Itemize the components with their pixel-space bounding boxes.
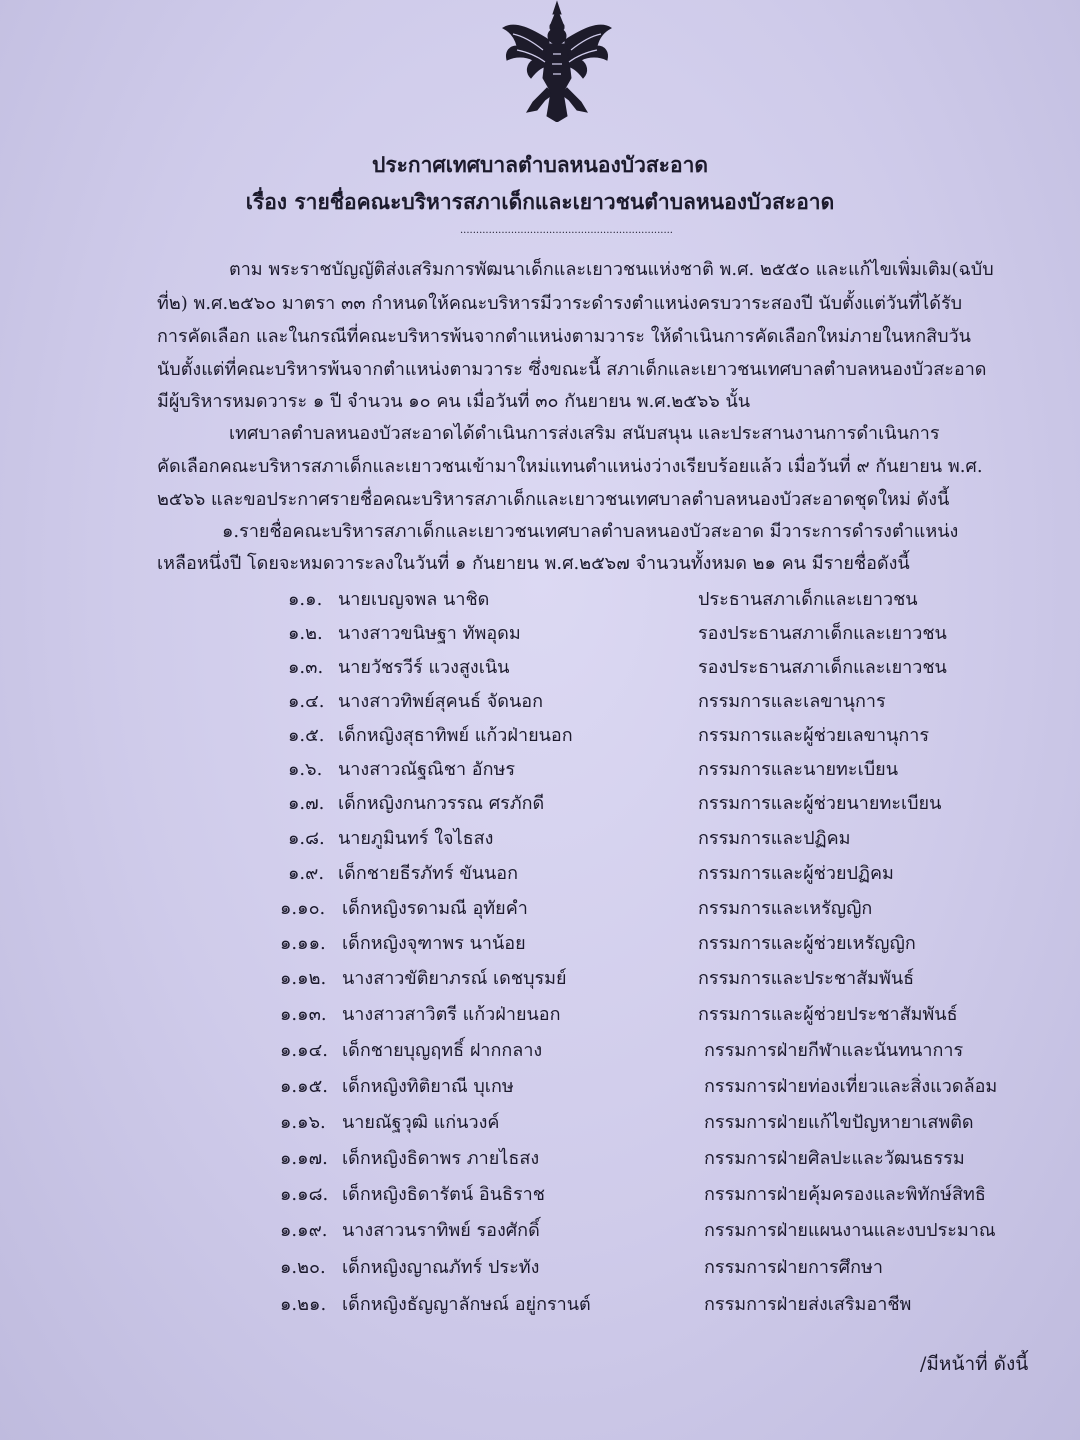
member-number: ๑.๙. [288,863,325,884]
member-name: เด็กหญิงญาณภัทร์ ประทัง [342,1257,540,1278]
member-number: ๑.๑๐. [280,898,326,919]
member-number: ๑.๑๕. [280,1076,328,1097]
member-name: นางสาวนราทิพย์ รองศักดิ์ [342,1220,540,1241]
member-number: ๑.๑๒. [280,968,327,989]
body-paragraph-line: เทศบาลตำบลหนองบัวสะอาดได้ดำเนินการส่งเสริม สนับสนุน และประสานงานการดำเนินการ [229,423,940,444]
continued-note: /มีหน้าที่ ดังนี้ [920,1353,1029,1375]
member-name: เด็กหญิงรดามณี อุทัยคำ [342,898,528,919]
member-number: ๑.๑๓. [280,1004,327,1025]
member-number: ๑.๘. [288,828,325,849]
member-name: เด็กหญิงธัญญาลักษณ์ อยู่กรานต์ [342,1294,591,1315]
member-role: กรรมการและผู้ช่วยปฏิคม [698,863,894,884]
member-number: ๑.๕. [288,725,325,746]
member-number: ๑.๑๔. [280,1040,328,1061]
body-paragraph-line: ที่๒) พ.ศ.๒๕๖๐ มาตรา ๓๓ กำหนดให้คณะบริหารมีวาระดำรงตำแหน่งครบวาระสองปี นับตั้งแต่วันที่ได้รับ [157,293,963,314]
member-role: ประธานสภาเด็กและเยาวชน [698,589,918,610]
member-role: กรรมการฝ่ายแผนงานและงบประมาณ [704,1220,996,1241]
member-number: ๑.๒. [288,623,323,644]
body-paragraph-line: การคัดเลือก และในกรณีที่คณะบริหารพ้นจากตำแหน่งตามวาระ ให้ดำเนินการคัดเลือกใหม่ภายในหกสิบวัน [157,326,971,347]
member-role: กรรมการฝ่ายแก้ไขปัญหายาเสพติด [704,1112,974,1133]
garuda-emblem-icon [497,0,617,122]
member-number: ๑.๑๘. [280,1184,329,1205]
member-role: กรรมการและปฏิคม [698,828,851,849]
member-name: นายณัฐวุฒิ แก่นวงค์ [342,1112,500,1133]
member-number: ๑.๑. [288,589,323,610]
member-role: กรรมการฝ่ายคุ้มครองและพิทักษ์สิทธิ [704,1184,986,1205]
member-number: ๑.๖. [288,759,323,780]
body-paragraph-line: ๑.รายชื่อคณะบริหารสภาเด็กและเยาวชนเทศบาลตำบลหนองบัวสะอาด มีวาระการดำรงตำแหน่ง [222,521,959,542]
member-number: ๑.๒๐. [280,1257,326,1278]
member-name: นายภูมินทร์ ใจไธสง [338,828,494,849]
member-number: ๑.๑๙. [280,1220,328,1241]
member-role: กรรมการฝ่ายการศึกษา [704,1257,883,1278]
member-name: เด็กหญิงธิดารัตน์ อินธิราช [342,1184,545,1205]
body-paragraph-line: ๒๕๖๖ และขอประกาศรายชื่อคณะบริหารสภาเด็กและเยาวชนเทศบาลตำบลหนองบัวสะอาดชุดใหม่ ดังนี้ [157,489,950,510]
member-name: เด็กหญิงสุธาทิพย์ แก้วฝ่ายนอก [338,725,573,746]
body-paragraph-line: มีผู้บริหารหมดวาระ ๑ ปี จำนวน ๑๐ คน เมื่อวันที่ ๓๐ กันยายน พ.ศ.๒๕๖๖ นั้น [157,391,751,412]
body-paragraph-line: ตาม พระราชบัญญัติส่งเสริมการพัฒนาเด็กและเยาวชนแห่งชาติ พ.ศ. ๒๕๕๐ และแก้ไขเพิ่มเติม(ฉบับ [229,259,994,280]
member-role: กรรมการฝ่ายศิลปะและวัฒนธรรม [704,1148,965,1169]
member-name: นางสาวขัติยาภรณ์ เดชบุรมย์ [342,968,567,989]
member-role: กรรมการและผู้ช่วยเหรัญญิก [698,933,916,954]
member-role: กรรมการและเลขานุการ [698,691,886,712]
member-name: เด็กหญิงธิดาพร ภายไธสง [342,1148,540,1169]
member-role: กรรมการและผู้ช่วยเลขานุการ [698,725,930,746]
member-number: ๑.๑๑. [280,933,326,954]
announcement-subject: เรื่อง รายชื่อคณะบริหารสภาเด็กและเยาวชนตำบลหนองบัวสะอาด [245,189,835,214]
member-role: กรรมการฝ่ายกีฬาและนันทนาการ [704,1040,964,1061]
member-number: ๑.๑๗. [280,1148,328,1169]
announcement-title: ประกาศเทศบาลตำบลหนองบัวสะอาด [371,152,709,177]
member-name: เด็กชายธีรภัทร์ ขันนอก [338,863,519,884]
member-role: กรรมการและนายทะเบียน [698,759,898,780]
member-role: กรรมการฝ่ายท่องเที่ยวและสิ่งแวดล้อม [704,1076,998,1097]
member-role: รองประธานสภาเด็กและเยาวชน [698,657,947,678]
member-name: เด็กหญิงกนกวรรณ ศรภักดี [338,793,545,814]
member-role: รองประธานสภาเด็กและเยาวชน [698,623,947,644]
body-paragraph-line: เหลือหนึ่งปี โดยจะหมดวาระลงในวันที่ ๑ กันยายน พ.ศ.๒๕๖๗ จำนวนทั้งหมด ๒๑ คน มีรายชื่อดังนี้ [157,553,910,574]
body-paragraph-line: คัดเลือกคณะบริหารสภาเด็กและเยาวชนเข้ามาใหม่แทนตำแหน่งว่างเรียบร้อยแล้ว เมื่อวันที่ ๙ กันยายน พ.ศ. [157,456,983,477]
member-role: กรรมการและประชาสัมพันธ์ [698,968,915,989]
member-name: นางสาวขนิษฐา ทัพอุดม [338,623,521,644]
member-number: ๑.๑๖. [280,1112,326,1133]
member-number: ๑.๔. [288,691,325,712]
member-name: นายเบญจพล นาชิด [338,589,490,610]
member-role: กรรมการและเหรัญญิก [698,898,873,919]
body-paragraph-line: นับตั้งแต่ที่คณะบริหารพ้นจากตำแหน่งตามวาระ ซึ่งขณะนี้ สภาเด็กและเยาวชนเทศบาลตำบลหนองบัวสะอาด [157,359,987,380]
dotted-divider: ................................................................... [460,225,673,236]
member-role: กรรมการและผู้ช่วยนายทะเบียน [698,793,942,814]
member-number: ๑.๗. [288,793,325,814]
member-name: นางสาวทิพย์สุคนธ์ จัดนอก [338,691,543,712]
member-name: เด็กหญิงทิติยาณี บุเกษ [342,1076,514,1097]
member-number: ๑.๒๑. [280,1294,327,1315]
member-name: นายวัชรวีร์ แวงสูงเนิน [338,657,510,678]
member-role: กรรมการและผู้ช่วยประชาสัมพันธ์ [698,1004,958,1025]
member-number: ๑.๓. [288,657,324,678]
member-name: เด็กหญิงจุฑาพร นาน้อย [342,933,526,954]
member-name: นางสาวสาวิตรี แก้วฝ่ายนอก [342,1004,561,1025]
member-role: กรรมการฝ่ายส่งเสริมอาชีพ [704,1294,912,1315]
member-name: นางสาวณัฐณิชา อักษร [338,759,516,780]
member-name: เด็กชายบุญฤทธิ์ ฝากกลาง [342,1040,543,1061]
